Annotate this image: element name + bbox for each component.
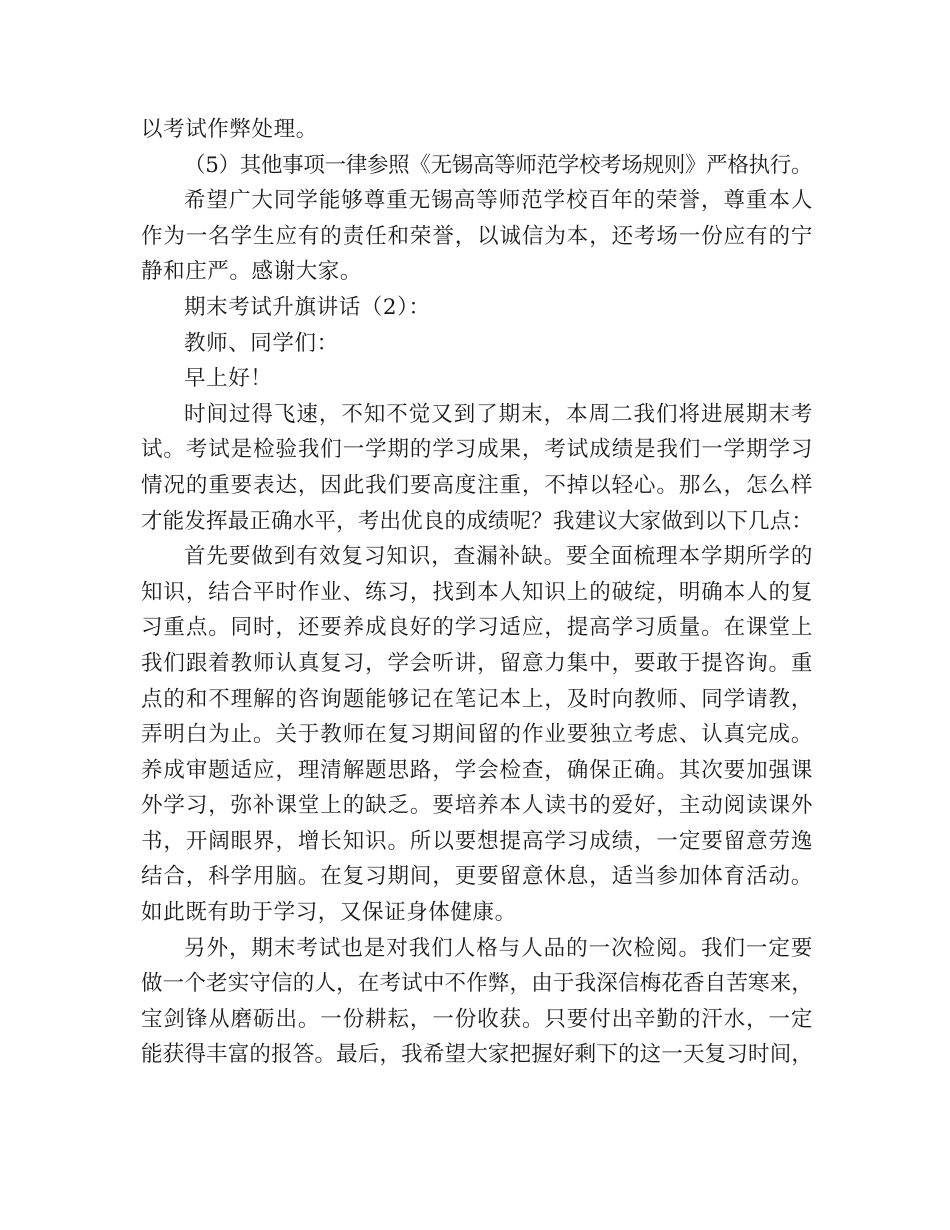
text-line: 试。考试是检验我们一学期的学习成果，考试成绩是我们一学期学习 [141,437,813,463]
text-line: 以考试作弊处理。 [141,117,318,142]
text-line: 习重点。同时，还要养成良好的学习适应，提高学习质量。在课堂上 [141,615,813,641]
text-line: 首先要做到有效复习知识，查漏补缺。要全面梳理本学期所学的 [184,544,813,570]
salutation: 教师、同学们： [184,330,339,356]
text-line: 静和庄严。感谢大家。 [141,259,363,285]
text-line: 外学习，弥补课堂上的缺乏。要培养本人读书的爱好，主动阅读课外 [141,793,813,819]
text-line: 情况的重要表达，因此我们要高度注重，不掉以轻心。那么，怎么样 [141,472,813,498]
text-line: 另外，期末考试也是对我们人格与人品的一次检阅。我们一定要 [184,935,813,961]
text-line: （5）其他事项一律参照《无锡高等师范学校考场规则》严格执行。 [184,152,813,178]
text-line: 宝剑锋从磨砺出。一份耕耘，一份收获。只要付出辛勤的汗水，一定 [141,1006,813,1032]
text-line: 时间过得飞速，不知不觉又到了期末，本周二我们将进展期末考 [184,401,813,427]
document-body [141,112,813,1073]
text-line: 能获得丰富的报答。最后，我希望大家把握好剩下的这一天复习时间， [141,1042,813,1068]
text-line: 弄明白为止。关于教师在复习期间留的作业要独立考虑、认真完成。 [141,722,813,748]
text-line: 养成审题适应，理清解题思路，学会检查，确保正确。其次要加强课 [141,757,813,783]
text-line: 希望广大同学能够尊重无锡高等师范学校百年的荣誉，尊重本人 [184,188,813,214]
section-heading: 期末考试升旗讲话（2）： [184,294,431,320]
text-line: 点的和不理解的咨询题能够记在笔记本上，及时向教师、同学请教， [141,686,813,712]
text-line: 才能发挥最正确水平，考出优良的成绩呢？我建议大家做到以下几点： [141,508,813,534]
text-line: 做一个老实守信的人，在考试中不作弊，由于我深信梅花香自苦寒来， [141,971,813,997]
text-line: 如此既有助于学习，又保证身体健康。 [141,900,517,926]
text-line: 书，开阔眼界，增长知识。所以要想提高学习成绩，一定要留意劳逸 [141,828,813,854]
text-line: 知识，结合平时作业、练习，找到本人知识上的破绽，明确本人的复 [141,579,813,605]
text-line: 作为一名学生应有的责任和荣誉，以诚信为本，还考场一份应有的宁 [141,223,813,249]
text-line: 结合，科学用脑。在复习期间，更要留意休息，适当参加体育活动。 [141,864,813,890]
text-line: 我们跟着教师认真复习，学会听讲，留意力集中，要敢于提咨询。重 [141,650,813,676]
greeting: 早上好！ [184,366,273,392]
